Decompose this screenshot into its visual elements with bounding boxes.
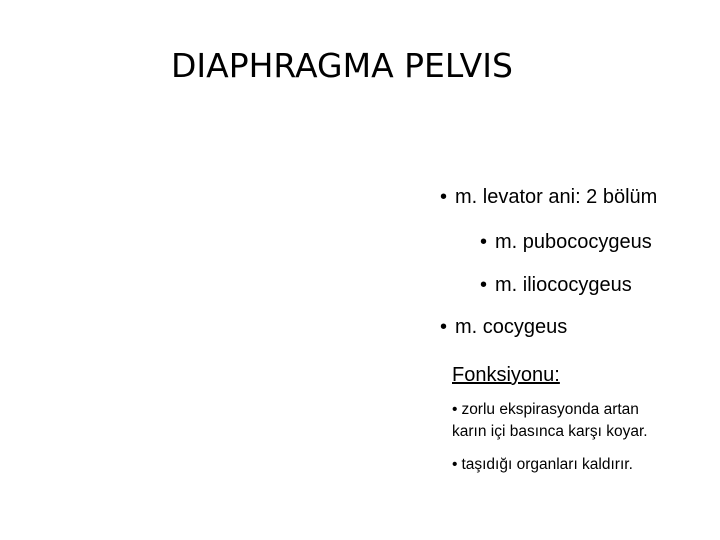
bullet-text: m. pubococygeus [495, 231, 652, 253]
bullet-iliococygeus [480, 274, 632, 297]
bullet-text: m. levator ani: 2 bölüm [455, 186, 658, 208]
function-point-organs [452, 454, 633, 476]
function-point-expiration [452, 399, 648, 443]
function-point-line [452, 399, 648, 421]
bullet-cocygeus [440, 316, 567, 339]
function-point-text: zorlu ekspirasyonda artan [461, 401, 639, 418]
function-point-line: karın içi basınca karşı koyar. [452, 423, 648, 440]
function-point-text: taşıdığı organları kaldırır. [461, 456, 633, 473]
bullet-marker: • [440, 186, 448, 208]
function-point-line [452, 454, 633, 476]
bullet-levator-ani [440, 186, 657, 209]
bullet-marker: • [440, 316, 448, 338]
slide-title: DIAPHRAGMA PELVIS [171, 46, 513, 85]
bullet-marker: • [480, 274, 488, 296]
bullet-text: m. iliococygeus [495, 274, 632, 296]
function-heading: Fonksiyonu: [452, 364, 560, 386]
bullet-pubococygeus [480, 231, 652, 254]
bullet-text: m. cocygeus [455, 316, 568, 338]
bullet-marker: • [452, 401, 458, 418]
bullet-marker: • [480, 231, 488, 253]
bullet-marker: • [452, 456, 458, 473]
